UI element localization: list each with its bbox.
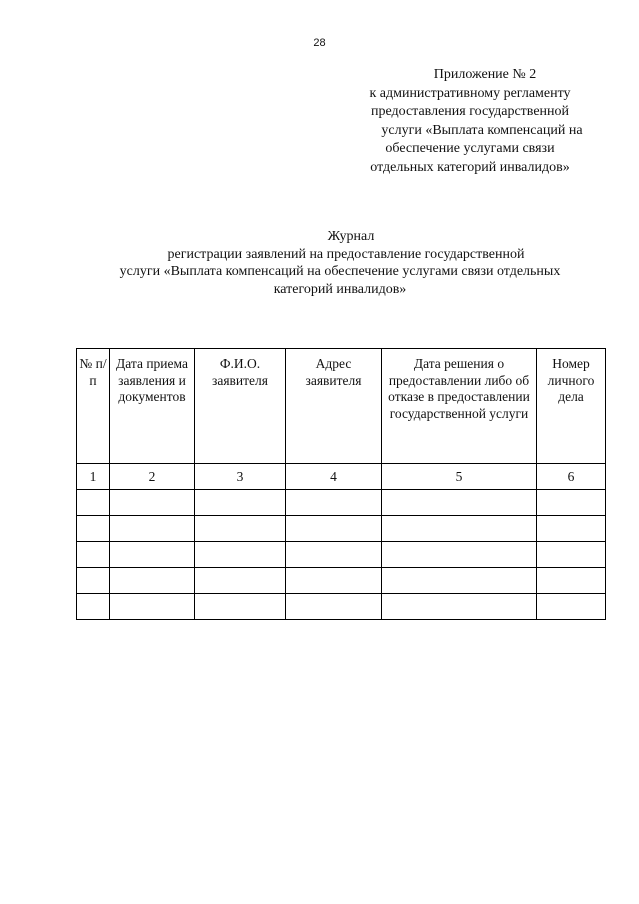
table-cell (110, 594, 195, 620)
header-cell-name: Ф.И.О. заявителя (195, 349, 286, 464)
appendix-line: отдельных категорий инвалидов» (370, 159, 570, 175)
journal-title-line: регистрации заявлений на предоставление государственной (167, 246, 525, 262)
table-cell (110, 490, 195, 516)
table-cell (382, 516, 537, 542)
table-cell (110, 542, 195, 568)
table-cell (110, 568, 195, 594)
appendix-line: обеспечение услугами связи (385, 141, 555, 156)
table-cell (537, 568, 606, 594)
empty-rows-body (77, 490, 606, 620)
appendix-line: Приложение № 2 (433, 67, 537, 82)
journal-title-line: услуги «Выплата компенсаций на обеспечение услугами связи отдельных (119, 264, 561, 279)
journal-title (60, 228, 620, 298)
appendix-line: услуги «Выплата компенсаций на (381, 122, 583, 138)
table-row (77, 568, 606, 594)
table-cell (77, 542, 110, 568)
table-cell (382, 542, 537, 568)
column-number: 4 (286, 464, 382, 490)
table-cell (195, 542, 286, 568)
column-number: 1 (77, 464, 110, 490)
column-number-row (77, 464, 606, 490)
header-cell-decision-date: Дата решения о предоставлении либо об отказе в предоставлении государственной услуги (382, 349, 537, 464)
header-cell-address: Адрес заявителя (286, 349, 382, 464)
table-row (77, 516, 606, 542)
table-cell (77, 490, 110, 516)
appendix-note (340, 66, 600, 177)
table-cell (286, 516, 382, 542)
appendix-line: к административному регламенту (369, 85, 571, 101)
table-cell (110, 516, 195, 542)
column-number: 2 (110, 464, 195, 490)
header-cell-date: Дата приема заявления и документов (110, 349, 195, 464)
table-cell (382, 490, 537, 516)
table-row (77, 542, 606, 568)
registration-table (76, 348, 606, 620)
journal-title-line: категорий инвалидов» (273, 281, 407, 297)
table-cell (537, 516, 606, 542)
column-number: 5 (382, 464, 537, 490)
table-cell (537, 594, 606, 620)
table-header-row (77, 349, 606, 464)
page-number: 28 (313, 37, 326, 49)
table-cell (286, 490, 382, 516)
table-cell (77, 516, 110, 542)
table-cell (382, 568, 537, 594)
column-number: 3 (195, 464, 286, 490)
column-number: 6 (537, 464, 606, 490)
table-cell (77, 568, 110, 594)
table-row (77, 594, 606, 620)
header-cell-file-number: Номер личного дела (537, 349, 606, 464)
table-cell (537, 542, 606, 568)
appendix-line: предоставления государственной (370, 104, 570, 119)
table-cell (286, 568, 382, 594)
table-cell (537, 490, 606, 516)
journal-title-line: Журнал (327, 229, 375, 244)
table-cell (195, 594, 286, 620)
table-cell (195, 516, 286, 542)
table-cell (77, 594, 110, 620)
header-cell-number: № п/п (77, 349, 110, 464)
table-cell (286, 594, 382, 620)
table-row (77, 490, 606, 516)
table-cell (286, 542, 382, 568)
table-cell (382, 594, 537, 620)
table-cell (195, 490, 286, 516)
table-cell (195, 568, 286, 594)
